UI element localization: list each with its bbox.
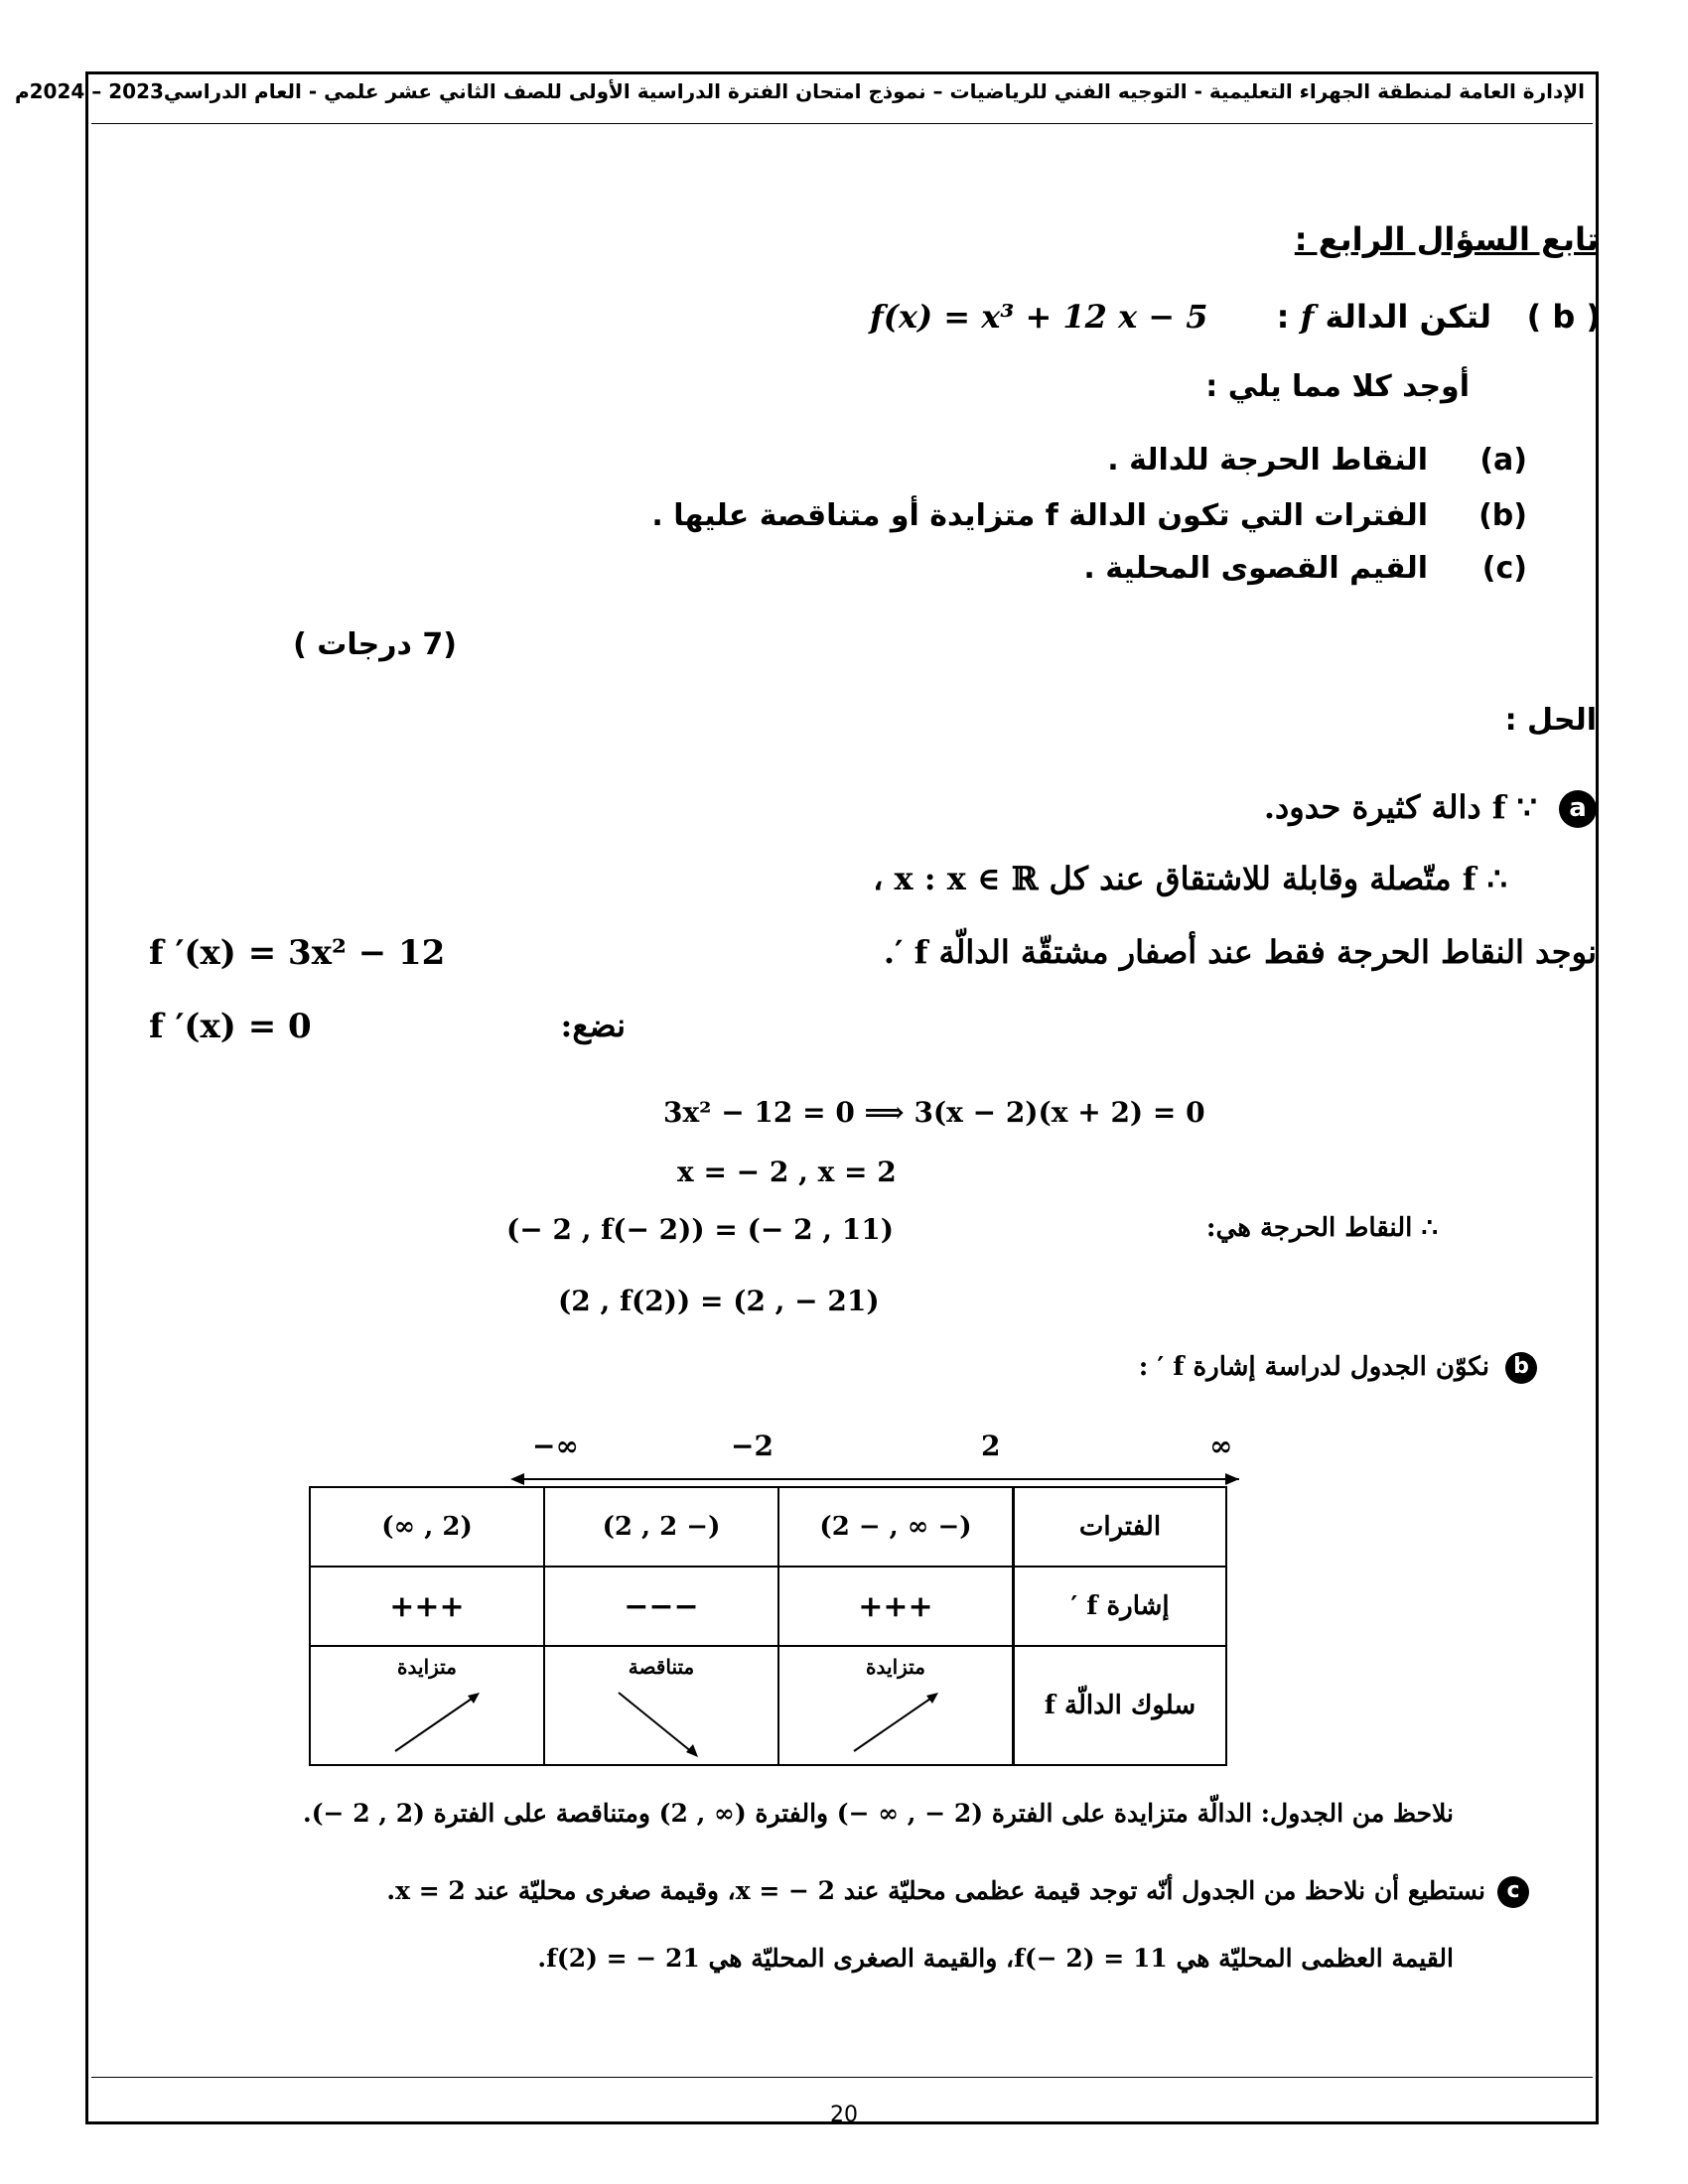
part-a-marker [1559, 790, 1597, 828]
axis-label-2: 2 [981, 1430, 1001, 1462]
table-row-intervals [310, 1487, 1226, 1567]
question-prompt: أوجد كلا مما يلي : [1205, 369, 1470, 404]
question-label: ( b ) [1526, 298, 1601, 336]
row-label-intervals: الفترات [1014, 1487, 1227, 1567]
behavior-1: متزايدة [866, 1655, 925, 1679]
set-equation: f ′(x) = 0 [149, 1007, 312, 1046]
part-c-marker [1497, 1876, 1529, 1908]
set-label: نضع: [560, 1007, 626, 1044]
interval-3: (2 , ∞) [310, 1487, 544, 1567]
part-b-marker [1505, 1352, 1537, 1384]
part-a-text: النقاط الحرجة للدالة . [1107, 443, 1428, 478]
question-intro-text: لتكن الدالة [1325, 298, 1491, 336]
solution-heading: الحل : [1504, 703, 1597, 738]
part-c-text: القيم القصوى المحلية . [1083, 551, 1428, 586]
derivative: f ′(x) = 3x² − 12 [149, 933, 446, 973]
table-conclusion: نلاحظ من الجدول: الدالّة متزايدة على الفترة (2 − , ∞ −) والفترة (∞ , 2) ومتناقصة على الفترة (2 , 2 −). [303, 1799, 1454, 1828]
badge-c: c [1497, 1876, 1529, 1908]
table-intro: نكوّن الجدول لدراسة إشارة f ′ : [1138, 1352, 1489, 1382]
part-a-label: (a) [1479, 443, 1527, 478]
decreasing-arrow-icon [611, 1687, 710, 1762]
critical-points-label: ∴ النقاط الحرجة هي: [1205, 1213, 1438, 1243]
part-c-label: (c) [1481, 551, 1527, 586]
badge-b: b [1505, 1352, 1537, 1384]
solution-c-line2: القيمة العظمى المحليّة هي 11 = (2 −)f، والقيمة الصغرى المحليّة هي 21 − = (2)f. [537, 1944, 1454, 1973]
solution-c-line1: نستطيع أن نلاحظ من الجدول أنّه توجد قيمة عظمى محليّة عند 2 − = x، وقيمة صغرى محليّة عند 2 = x. [386, 1876, 1485, 1905]
header-divider [91, 123, 1593, 124]
sign-3: +++ [310, 1567, 544, 1646]
row-label-sign: إشارة f ′ [1014, 1567, 1227, 1646]
solution-a-line2: ∴ f متّصلة وقابلة للاشتقاق عند كل x : x ∈ ℝ ، [873, 860, 1507, 897]
sign-1: +++ [778, 1567, 1014, 1646]
part-b-label: (b) [1478, 498, 1527, 533]
number-line-arrow-left [510, 1473, 524, 1485]
interval-1: (− ∞ , − 2) [778, 1487, 1014, 1567]
page-header: الإدارة العامة لمنطقة الجهراء التعليمية - التوجيه الفني للرياضيات – نموذج امتحان الفترة الدراسية الأولى للصف الثاني عشر علمي - العام الدراسي2023 – 2024م [14, 79, 1585, 103]
behavior-cell-3 [310, 1646, 544, 1765]
axis-label-inf: ∞ [1209, 1430, 1233, 1462]
solution-a-line3: نوجد النقاط الحرجة فقط عند أصفار مشتقّة الدالّة f ′. [883, 933, 1597, 971]
table-row-behavior [310, 1646, 1226, 1765]
function-definition: f(x) = x³ + 12 x − 5 [870, 298, 1208, 336]
sign-table [309, 1486, 1227, 1766]
critical-point-2: (2 , f(2)) = (2 , − 21) [558, 1285, 880, 1317]
behavior-cell-2 [544, 1646, 778, 1765]
increasing-arrow-icon [390, 1687, 490, 1756]
interval-2: (− 2 , 2) [544, 1487, 778, 1567]
badge-a: a [1559, 790, 1597, 828]
axis-label-neg-2: −2 [731, 1430, 774, 1462]
function-name: f [1300, 298, 1315, 336]
solution-a-line1: ∵ f دالة كثيرة حدود. [1263, 788, 1537, 826]
equation-roots: x = − 2 , x = 2 [677, 1156, 897, 1188]
row-label-behavior: سلوك الدالّة f [1014, 1646, 1227, 1765]
page-number: 20 [830, 2103, 858, 2127]
number-line-arrow-right [1225, 1473, 1239, 1485]
footer-divider [91, 2077, 1593, 2078]
table-row-signs [310, 1567, 1226, 1646]
equation-factor: 3x² − 12 = 0 ⟹ 3(x − 2)(x + 2) = 0 [663, 1096, 1205, 1129]
part-b-text: الفترات التي تكون الدالة f متزايدة أو متناقصة عليها . [651, 498, 1428, 533]
question-intro [1277, 298, 1491, 336]
behavior-3: متزايدة [397, 1655, 457, 1679]
sign-2: −−− [544, 1567, 778, 1646]
increasing-arrow-icon [849, 1687, 948, 1756]
critical-point-1: (− 2 , f(− 2)) = (− 2 , 11) [506, 1213, 895, 1246]
section-title: تابع السؤال الرابع : [1294, 220, 1599, 258]
behavior-cell-1 [778, 1646, 1014, 1765]
axis-label-neg-inf: −∞ [532, 1430, 579, 1462]
behavior-2: متناقصة [628, 1655, 695, 1679]
question-colon: : [1276, 298, 1290, 336]
question-marks: (7 درجات ) [293, 627, 457, 662]
